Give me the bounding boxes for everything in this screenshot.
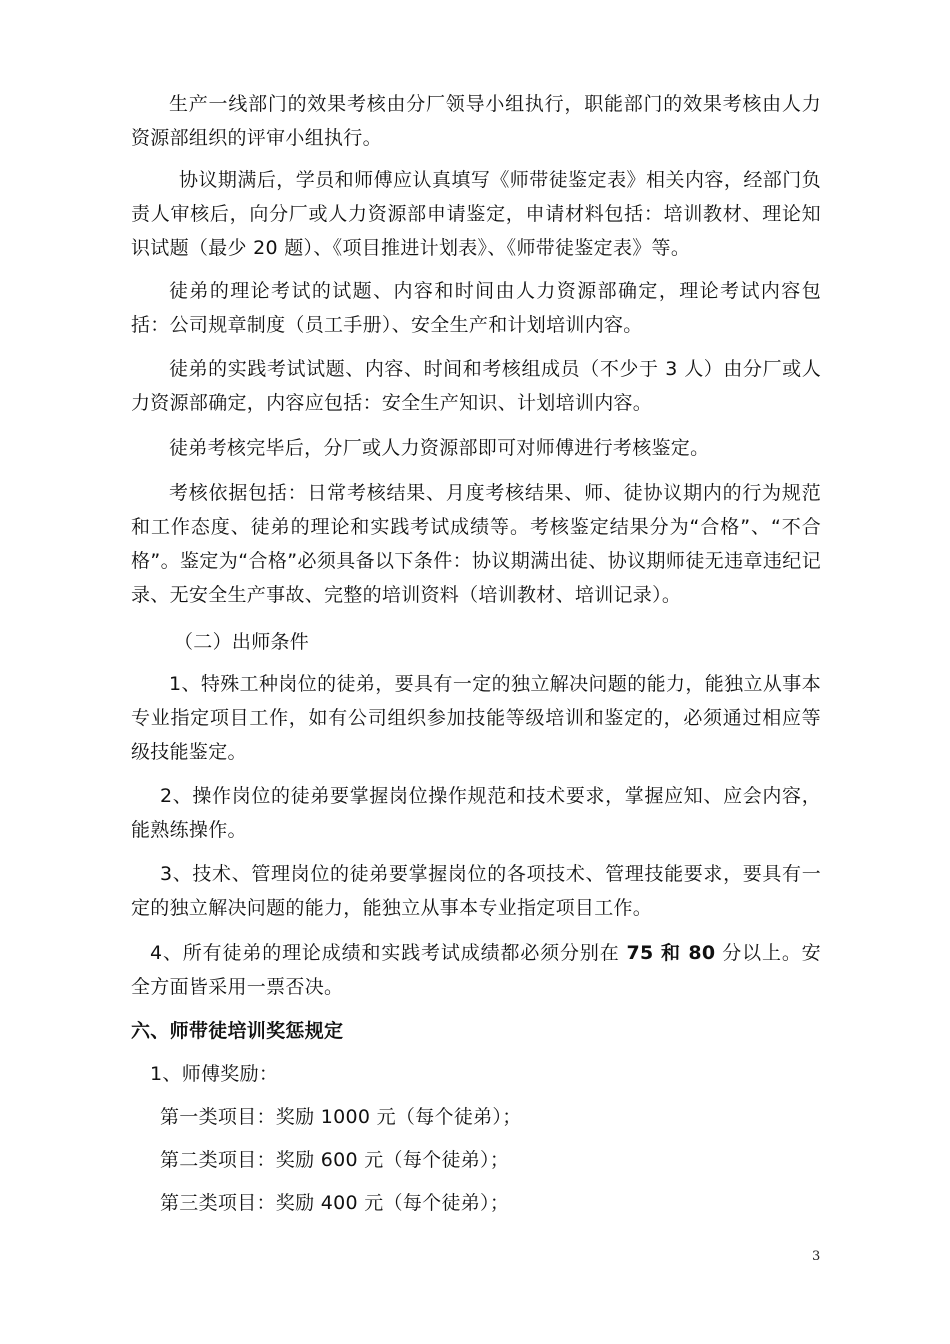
score-thresholds: 75 和 80 [626, 942, 716, 964]
paragraph-practice-exam: 徒弟的实践考试试题、内容、时间和考核组成员（不少于 3 人）由分厂或人力资源部确定，内容应包括：安全生产知识、计划培训内容。 [131, 358, 821, 414]
condition-4-text-c: 分以上。安全方面皆采用一票否决。 [131, 942, 821, 998]
paragraph-appraisal-application: 协议期满后，学员和师傅应认真填写《师带徒鉴定表》相关内容，经部门负责人审核后，向分厂或人力资源部申请鉴定，申请材料包括：培训教材、理论知识试题（最少 20 题）、《项目推进计划表》、《师带徒鉴定表》等。 [131, 169, 821, 259]
paragraph-master-appraisal: 徒弟考核完毕后，分厂或人力资源部即可对师傅进行考核鉴定。 [169, 437, 710, 459]
paragraph-condition-2: 2、操作岗位的徒弟要掌握岗位操作规范和技术要求，掌握应知、应会内容，能熟练操作。 [131, 785, 821, 841]
paragraph-evaluation-execution: 生产一线部门的效果考核由分厂领导小组执行，职能部门的效果考核由人力资源部组织的评审小组执行。 [131, 93, 821, 149]
reward-item-category-2: 第二类项目：奖励 600 元（每个徒弟）； [160, 1149, 510, 1171]
section-heading-graduation-conditions: （二）出师条件 [174, 631, 310, 653]
paragraph-condition-4 [131, 936, 821, 1004]
reward-item-category-1: 第一类项目：奖励 1000 元（每个徒弟）； [160, 1106, 522, 1128]
reward-item-category-3: 第三类项目：奖励 400 元（每个徒弟）； [160, 1192, 510, 1214]
paragraph-master-reward: 1、师傅奖励： [150, 1063, 279, 1085]
section-heading-rewards-penalties: 六、师带徒培训奖惩规定 [131, 1020, 344, 1042]
paragraph-condition-3: 3、技术、管理岗位的徒弟要掌握岗位的各项技术、管理技能要求，要具有一定的独立解决问题的能力，能独立从事本专业指定项目工作。 [131, 863, 821, 919]
paragraph-appraisal-criteria: 考核依据包括：日常考核结果、月度考核结果、师、徒协议期内的行为规范和工作态度、徒弟的理论和实践考试成绩等。考核鉴定结果分为“合格”、“不合格”。鉴定为“合格”必须具备以下条件：协议期满出徒、协议期师徒无违章违纪记录、无安全生产事故、完整的培训资料（培训教材、培训记录）。 [131, 482, 821, 606]
paragraph-theory-exam: 徒弟的理论考试的试题、内容和时间由人力资源部确定，理论考试内容包括：公司规章制度（员工手册）、安全生产和计划培训内容。 [131, 280, 821, 336]
paragraph-condition-1: 1、特殊工种岗位的徒弟，要具有一定的独立解决问题的能力，能独立从事本专业指定项目工作，如有公司组织参加技能等级培训和鉴定的，必须通过相应等级技能鉴定。 [131, 673, 821, 763]
condition-4-text-a: 4、所有徒弟的理论成绩和实践考试成绩都必须分别在 [150, 942, 627, 964]
page-number: 3 [812, 1249, 821, 1264]
